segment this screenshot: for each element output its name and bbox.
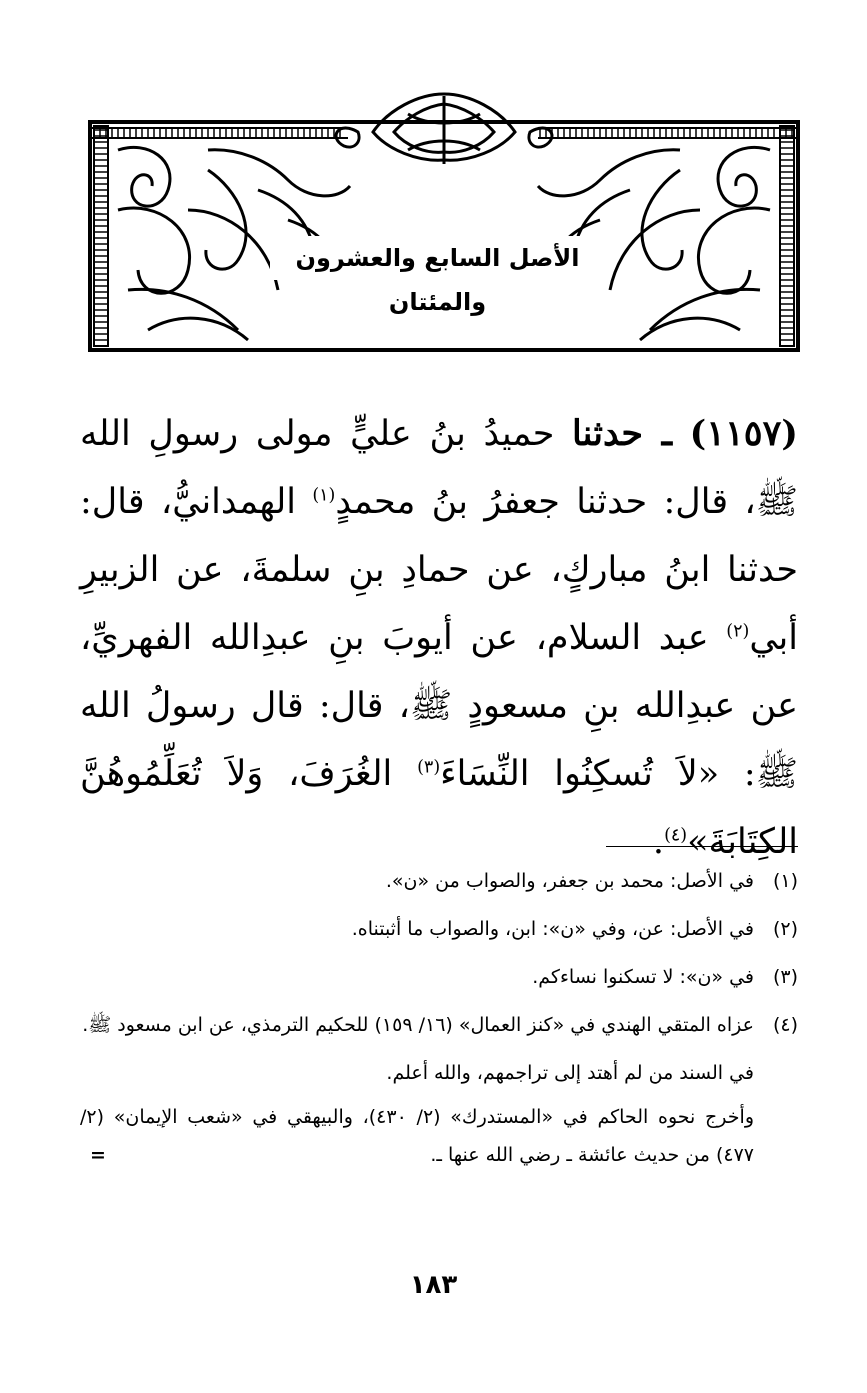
footnote-text: في الأصل: محمد بن جعفر، والصواب من «ن». bbox=[385, 870, 754, 892]
footnote-ref: (١) bbox=[312, 485, 336, 506]
footnote-text bbox=[80, 1098, 754, 1174]
footnote-ref: (٢) bbox=[726, 621, 750, 642]
footnote-item bbox=[80, 1006, 798, 1044]
footnote-continuation bbox=[80, 1054, 798, 1092]
hadith-number: (١١٥٧) bbox=[689, 413, 798, 454]
hadith-body-part: . bbox=[652, 822, 665, 862]
hadith-body-part: الغُرَفَ، وَلاَ تُعَلِّمُوهُنَّ الكِتَابَةَ» bbox=[80, 754, 798, 862]
footnote-item bbox=[80, 862, 798, 900]
page-number: ١٨٣ bbox=[409, 1270, 458, 1300]
footnote-ref: (٤) bbox=[664, 825, 688, 846]
hadith-text bbox=[80, 400, 798, 876]
hadith-body-part: الهمدانيُّ، قال: حدثنا ابنُ مباركٍ، عن حمادِ بنِ سلمةَ، عن الزبيرِ أبي bbox=[80, 482, 798, 658]
footnotes bbox=[80, 862, 798, 1180]
footnote-item bbox=[80, 958, 798, 996]
footnote-item bbox=[80, 910, 798, 948]
hadith-body-part: عبد السلام، عن أيوبَ بنِ عبدِالله الفهريِّ، عن عبدِالله بنِ مسعودٍ ﷺ، قال: قال رسولُ الله ﷺ: «لاَ تُسكِنُوا النِّسَاءَ bbox=[80, 618, 798, 794]
footnote-number: (٣) bbox=[772, 966, 798, 988]
footnote-ref: (٣) bbox=[417, 757, 441, 778]
footnote-number: (١) bbox=[772, 870, 798, 892]
footnote-number: (٤) bbox=[772, 1014, 798, 1036]
continuation-mark: = bbox=[90, 1144, 106, 1166]
hadith-body-part: حميدُ بنُ عليٍّ مولى رسولِ الله ﷺ، قال: حدثنا جعفرُ بنُ محمدٍ bbox=[80, 414, 798, 522]
footnote-text: في السند من لم أهتد إلى تراجمهم، والله أعلم. bbox=[386, 1062, 754, 1084]
chapter-title: الأصل السابع والعشرون والمئتان bbox=[270, 236, 605, 280]
footnote-number: (٢) bbox=[772, 918, 798, 940]
footnote-divider bbox=[606, 846, 798, 847]
hadith-lead: ـ حدثنا bbox=[572, 413, 672, 454]
footnote-text: في الأصل: عن، وفي «ن»: ابن، والصواب ما أثبتناه. bbox=[351, 918, 754, 940]
footnote-text: في «ن»: لا تسكنوا نساءكم. bbox=[532, 966, 754, 988]
footnote-text: عزاه المتقي الهندي في «كنز العمال» (١٦/ ١٥٩) للحكيم الترمذي، عن ابن مسعود ﷺ. bbox=[82, 1014, 754, 1036]
footnote-continuation bbox=[80, 1098, 798, 1174]
chapter-header-ornament bbox=[88, 90, 800, 352]
footnote-text-part: وأخرج نحوه الحاكم في «المستدرك» (٢/ ٤٣٠)، والبيهقي في «شعب الإيمان» (٢/ ٤٧٧) من حديث عائشة ـ رضي الله عنها ـ. bbox=[80, 1106, 754, 1166]
